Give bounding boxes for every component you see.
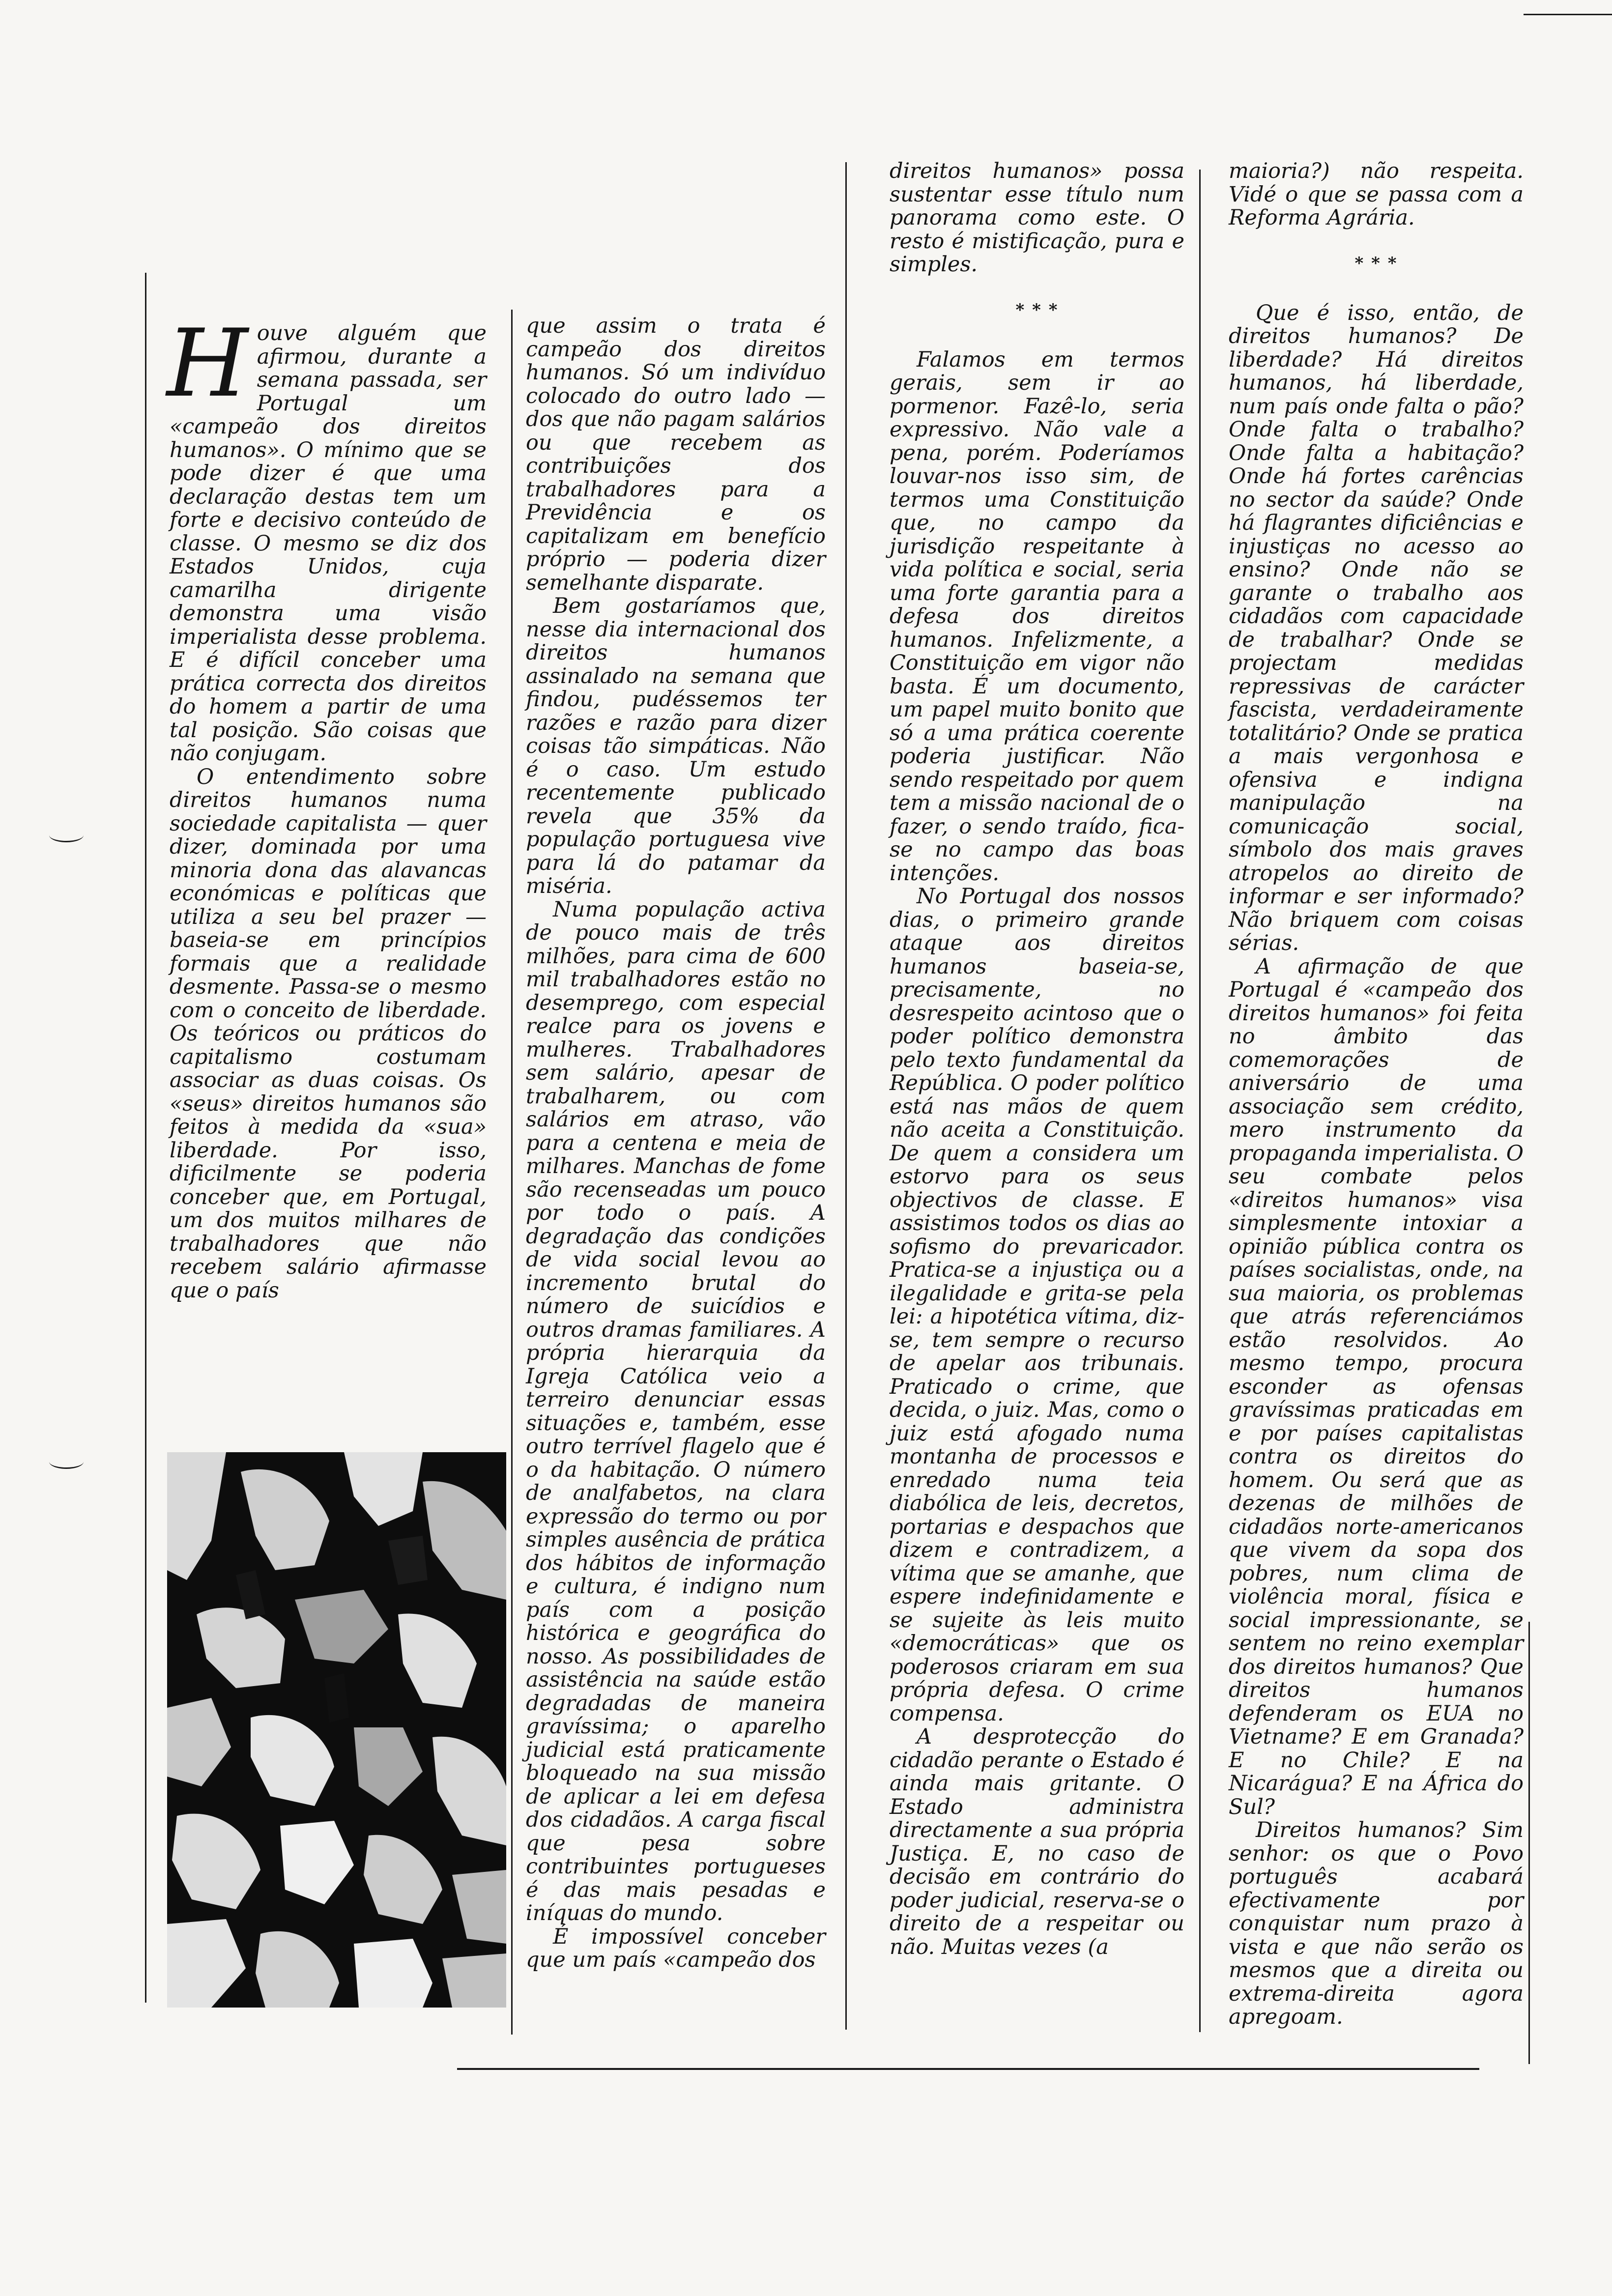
- article-paragraph: Bem gostaríamos que, nesse dia internacional dos direitos humanos assinalado na semana que findou, pudéssemos ter razões e razão para dizer coisas tão simpáticas. Não é o caso. Um estudo recentemente publicado revela que 35% da população portuguesa vive para lá do patamar da miséria.: [526, 594, 826, 898]
- article-paragraph: Direitos humanos? Sim senhor: os que o Povo português acabará efectivamente por conquistar num prazo à vista e que não serão os mesmos que a direita ou extrema-direita agora apregoam.: [1229, 1818, 1524, 2029]
- column-rule-1: [511, 310, 513, 2035]
- article-paragraph: A afirmação de que Portugal é «campeão dos direitos humanos» foi feita no âmbito das comemorações de aniversário de uma associação sem crédito, mero instrumento da propaganda imperialista. O seu combate pelos «direitos humanos» visa simplesmente intoxiar a opinião pública contra os países socialistas, onde, na sua maioria, os problemas que atrás referenciámos estão resolvidos. Ao mesmo tempo, procura esconder as ofensas gravíssimas praticadas em e por países capitalistas contra os direitos do homem. Ou será que as dezenas de milhões de cidadãos norte-americanos que vivem da sopa dos pobres, num clima de violência moral, física e social impressionante, se sentem no reino exemplar dos direitos humanos? Que direitos humanos defenderam os EUA no Vietname? E em Granada? E no Chile? E na Nicarágua? E na África do Sul?: [1229, 954, 1524, 1819]
- article-column-3: [890, 160, 1184, 1959]
- article-column-1: [167, 309, 487, 1303]
- section-break-stars: * * *: [1354, 253, 1398, 273]
- bottom-rule: [457, 2068, 1479, 2070]
- news-photograph: [167, 1452, 506, 2008]
- article-paragraph: É impossível conceber que um país «campeão dos: [526, 1924, 826, 1972]
- article-paragraph: Que é isso, então, de direitos humanos? De liberdade? Há direitos humanos, há liberdade, num país onde falta o pão? Onde falta o trabalho? Onde falta a habitação? Onde há fortes carências no sector da saúde? Onde há flagrantes dificiências e injustiças no acesso ao ensino? Onde não se garante o trabalho aos cidadãos com capacidade de trabalhar? Onde se projectam medidas repressivas de carácter fascista, verdadeiramente totalitário? Onde se pratica a mais vergonhosa e ofensiva e indigna manipulação na comunicação social, símbolo dos mais graves atropelos ao direito de informar e ser informado? Não briquem com coisas sérias.: [1229, 300, 1524, 955]
- column-rule-2: [845, 162, 847, 2030]
- right-margin-rule: [1528, 1622, 1530, 2064]
- margin-mark: [49, 1455, 84, 1469]
- drop-cap: H: [167, 309, 248, 418]
- article-column-4: [1229, 160, 1524, 2029]
- margin-mark: [49, 828, 84, 842]
- article-paragraph: O entendimento sobre direitos humanos numa sociedade capitalista — quer dizer, dominada por uma minoria dona das alavancas económicas e políticas que utiliza a seu bel prazer — baseia-se em princípios formais que a realidade desmente. Passa-se o mesmo com o conceito de liberdade. Os teóricos ou práticos do capitalismo costumam associar as duas coisas. Os «seus» direitos humanos são feitos à medida da «sua» liberdade. Por isso, dificilmente se poderia conceber que, em Portugal, um dos muitos milhares de trabalhadores que não recebem salário afirmasse que o país: [170, 764, 487, 1303]
- section-break-stars: * * *: [1015, 300, 1059, 320]
- article-paragraph: Numa população activa de pouco mais de três milhões, para cima de 600 mil trabalhadores estão no desemprego, com especial realce para os jovens e mulheres. Trabalhadores sem salário, apesar de trabalharem, ou com salários em atraso, vão para a centena e meia de milhares. Manchas de fome são recenseadas um pouco por todo o país. A degradação das condições de vida social levou ao incremento brutal do número de suicídios e outros dramas familiares. A própria hierarquia da Igreja Católica veio a terreiro denunciar essas situações e, também, esse outro terrível flagelo que é o da habitação. O número de analfabetos, na clara expressão do termo ou por simples ausência de prática dos hábitos de informação e cultura, é indigno num país com a posição histórica e geográfica do nosso. As possibilidades de assistência na saúde estão degradadas de maneira gravíssima; o aparelho judicial está praticamente bloqueado na sua missão de aplicar a lei em defesa dos cidadãos. A carga fiscal que pesa sobre contribuintes portugueses é das mais pesadas e iníquas do mundo.: [526, 897, 826, 1925]
- article-paragraph: maioria?) não respeita. Vidé o que se passa com a Reforma Agrária.: [1229, 159, 1524, 230]
- paragraph-text: ouve alguém que afirmou, durante a semana passada, ser Portugal um «campeão dos direitos humanos». O mínimo que se pode dizer é que uma declaração destas tem um forte e decisivo conteúdo de classe. O mesmo se diz dos Estados Unidos, cuja camarilha dirigente demonstra uma visão imperialista desse problema. E é difícil conceber uma prática correcta dos direitos do homem a partir de uma tal posição. São coisas que não conjugam.: [170, 321, 487, 766]
- article-paragraph: A desprotecção do cidadão perante o Estado é ainda mais gritante. O Estado administra directamente a sua própria Justiça. E, no caso de decisão em contrário do poder judicial, reserva-se o direito de a respeitar ou não. Muitas vezes (a: [890, 1724, 1184, 1959]
- article-column-2: [526, 315, 826, 1972]
- article-paragraph: [167, 309, 487, 766]
- column-rule-3: [1199, 170, 1201, 2032]
- photograph-image: [167, 1452, 506, 2008]
- article-paragraph: Falamos em termos gerais, sem ir ao pormenor. Fazê-lo, seria expressivo. Não vale a pena, porém. Poderíamos louvar-nos isso sim, de termos uma Constituição que, no campo da jurisdição respeitante à vida política e social, seria uma forte garantia para a defesa dos direitos humanos. Infelizmente, a Constituição em vigor não basta. É um documento, um papel muito bonito que só a uma prática coerente poderia justificar. Não sendo respeitado por quem tem a missão nacional de o fazer, o sendo traído, fica-se no campo das boas intenções.: [890, 347, 1184, 886]
- top-rule: [1524, 14, 1612, 15]
- left-margin-rule: [145, 273, 146, 2003]
- article-paragraph: direitos humanos» possa sustentar esse título num panorama como este. O resto é mistificação, pura e simples.: [890, 159, 1184, 277]
- article-paragraph: No Portugal dos nossos dias, o primeiro grande ataque aos direitos humanos baseia-se, precisamente, no desrespeito acintoso que o poder político demonstra pelo texto fundamental da República. O poder político está nas mãos de quem não aceita a Constituição. De quem a considera um estorvo para os seus objectivos de classe. E assistimos todos os dias ao sofismo do prevaricador. Pratica-se a injustiça ou a ilegalidade e grita-se pela lei: a hipotética vítima, diz-se, tem sempre o recurso de apelar aos tribunais. Praticado o crime, que decida, o juiz. Mas, como o juiz está afogado numa montanha de processos e enredado numa teia diabólica de leis, decretos, portarias e despachos que dizem e contradizem, a vítima que se amanhe, que espere indefinidamente e se sujeite às leis muito «democráticas» que os poderosos criaram em sua própria defesa. O crime compensa.: [890, 884, 1184, 1726]
- article-paragraph: que assim o trata é campeão dos direitos humanos. Só um indivíduo colocado do outro lado — dos que não pagam salários ou que recebem as contribuições dos trabalhadores para a Previdência e os capitalizam em benefício próprio — poderia dizer semelhante disparate.: [526, 314, 826, 595]
